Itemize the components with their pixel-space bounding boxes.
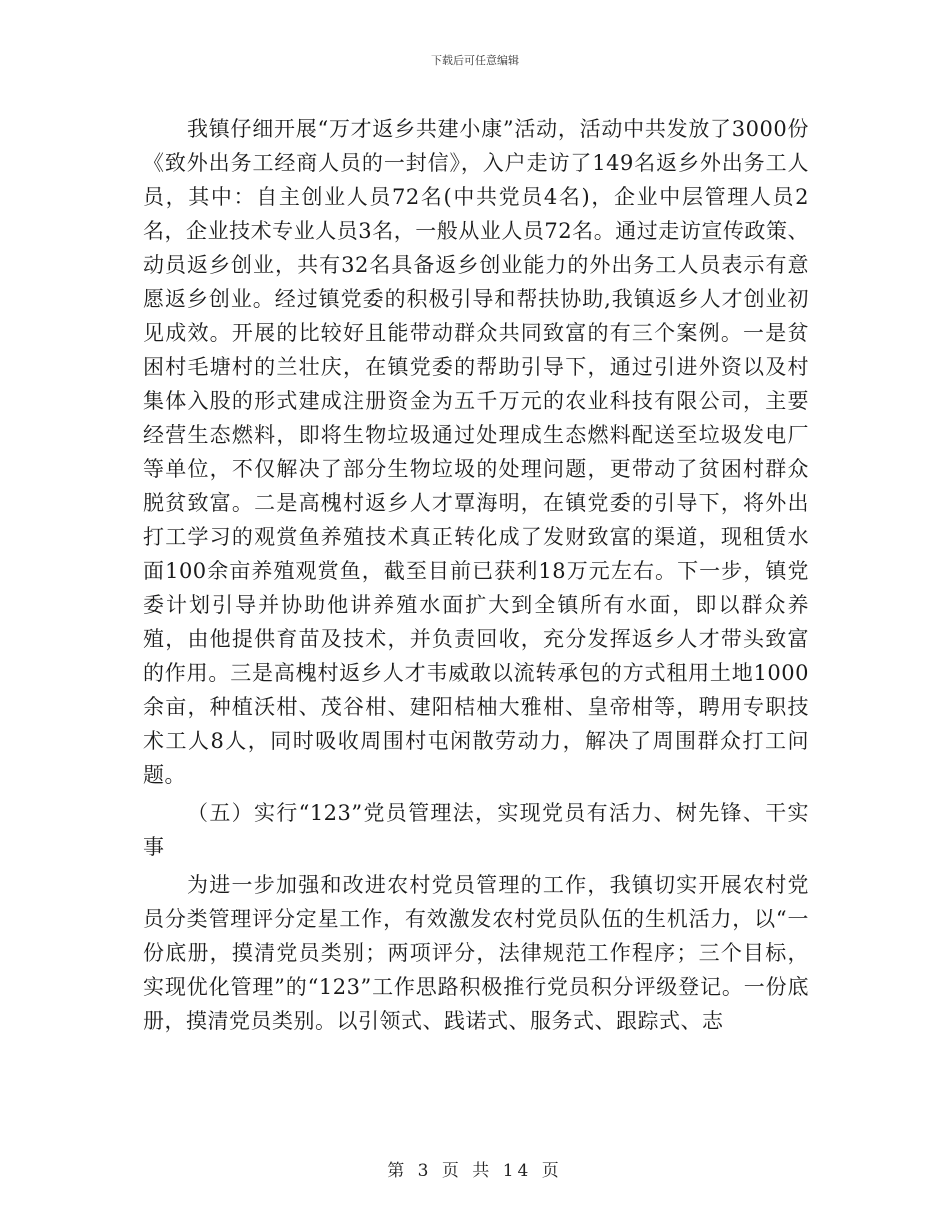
body-paragraph: 我镇仔细开展“万才返乡共建小康”活动，活动中共发放了3000份《致外出务工经商人员的一封信》，入户走访了149名返乡外出务工人员，其中：自主创业人员72名(中共党员4名)，企业中层管理人员2名，企业技术专业人员3名，一般从业人员72名。通过走访宣传政策、动员返乡创业，共有32名具备返乡创业能力的外出务工人员表示有意愿返乡创业。经过镇党委的积极引导和帮扶协助,我镇返乡人才创业初见成效。开展的比较好且能带动群众共同致富的有三个案例。一是贫困村毛塘村的兰壮庆，在镇党委的帮助引导下，通过引进外资以及村集体入股的形式建成注册资金为五千万元的农业科技有限公司，主要经营生态燃料，即将生物垃圾通过处理成生态燃料配送至垃圾发电厂等单位，不仅解决了部分生物垃圾的处理问题，更带动了贫困村群众脱贫致富。二是高槐村返乡人才覃海明，在镇党委的引导下，将外出打工学习的观赏鱼养殖技术真正转化成了发财致富的渠道，现租赁水面100余亩养殖观赏鱼，截至目前已获利18万元左右。下一步，镇党委计划引导并协助他讲养殖水面扩大到全镇所有水面，即以群众养殖，由他提供育苗及技术，并负责回收，充分发挥返乡人才带头致富的作用。三是高槐村返乡人才韦威敢以流转承包的方式租用土地1000余亩，种植沃柑、茂谷柑、建阳桔柚大雅柑、皇帝柑等，聘用专职技术工人8人，同时吸收周围村屯闲散劳动力，解决了周围群众打工问题。 bbox=[143, 117, 809, 787]
body-paragraph: 为进一步加强和改进农村党员管理的工作，我镇切实开展农村党员分类管理评分定星工作，有效激发农村党员队伍的生机活力，以“一份底册，摸清党员类别；两项评分，法律规范工作程序；三个目标，实现优化管理”的“123”工作思路积极推行党员积分评级登记。一份底册，摸清党员类别。以引领式、践诺式、服务式、跟踪式、志 bbox=[143, 873, 809, 1033]
page-number: 第 3 页 共 14 页 bbox=[387, 1161, 563, 1181]
section-heading: （五）实行“123”党员管理法，实现党员有活力、树先锋、干实事 bbox=[143, 801, 809, 859]
page-header-note: 下载后可任意编辑 bbox=[431, 54, 519, 67]
document-body bbox=[143, 112, 809, 1038]
